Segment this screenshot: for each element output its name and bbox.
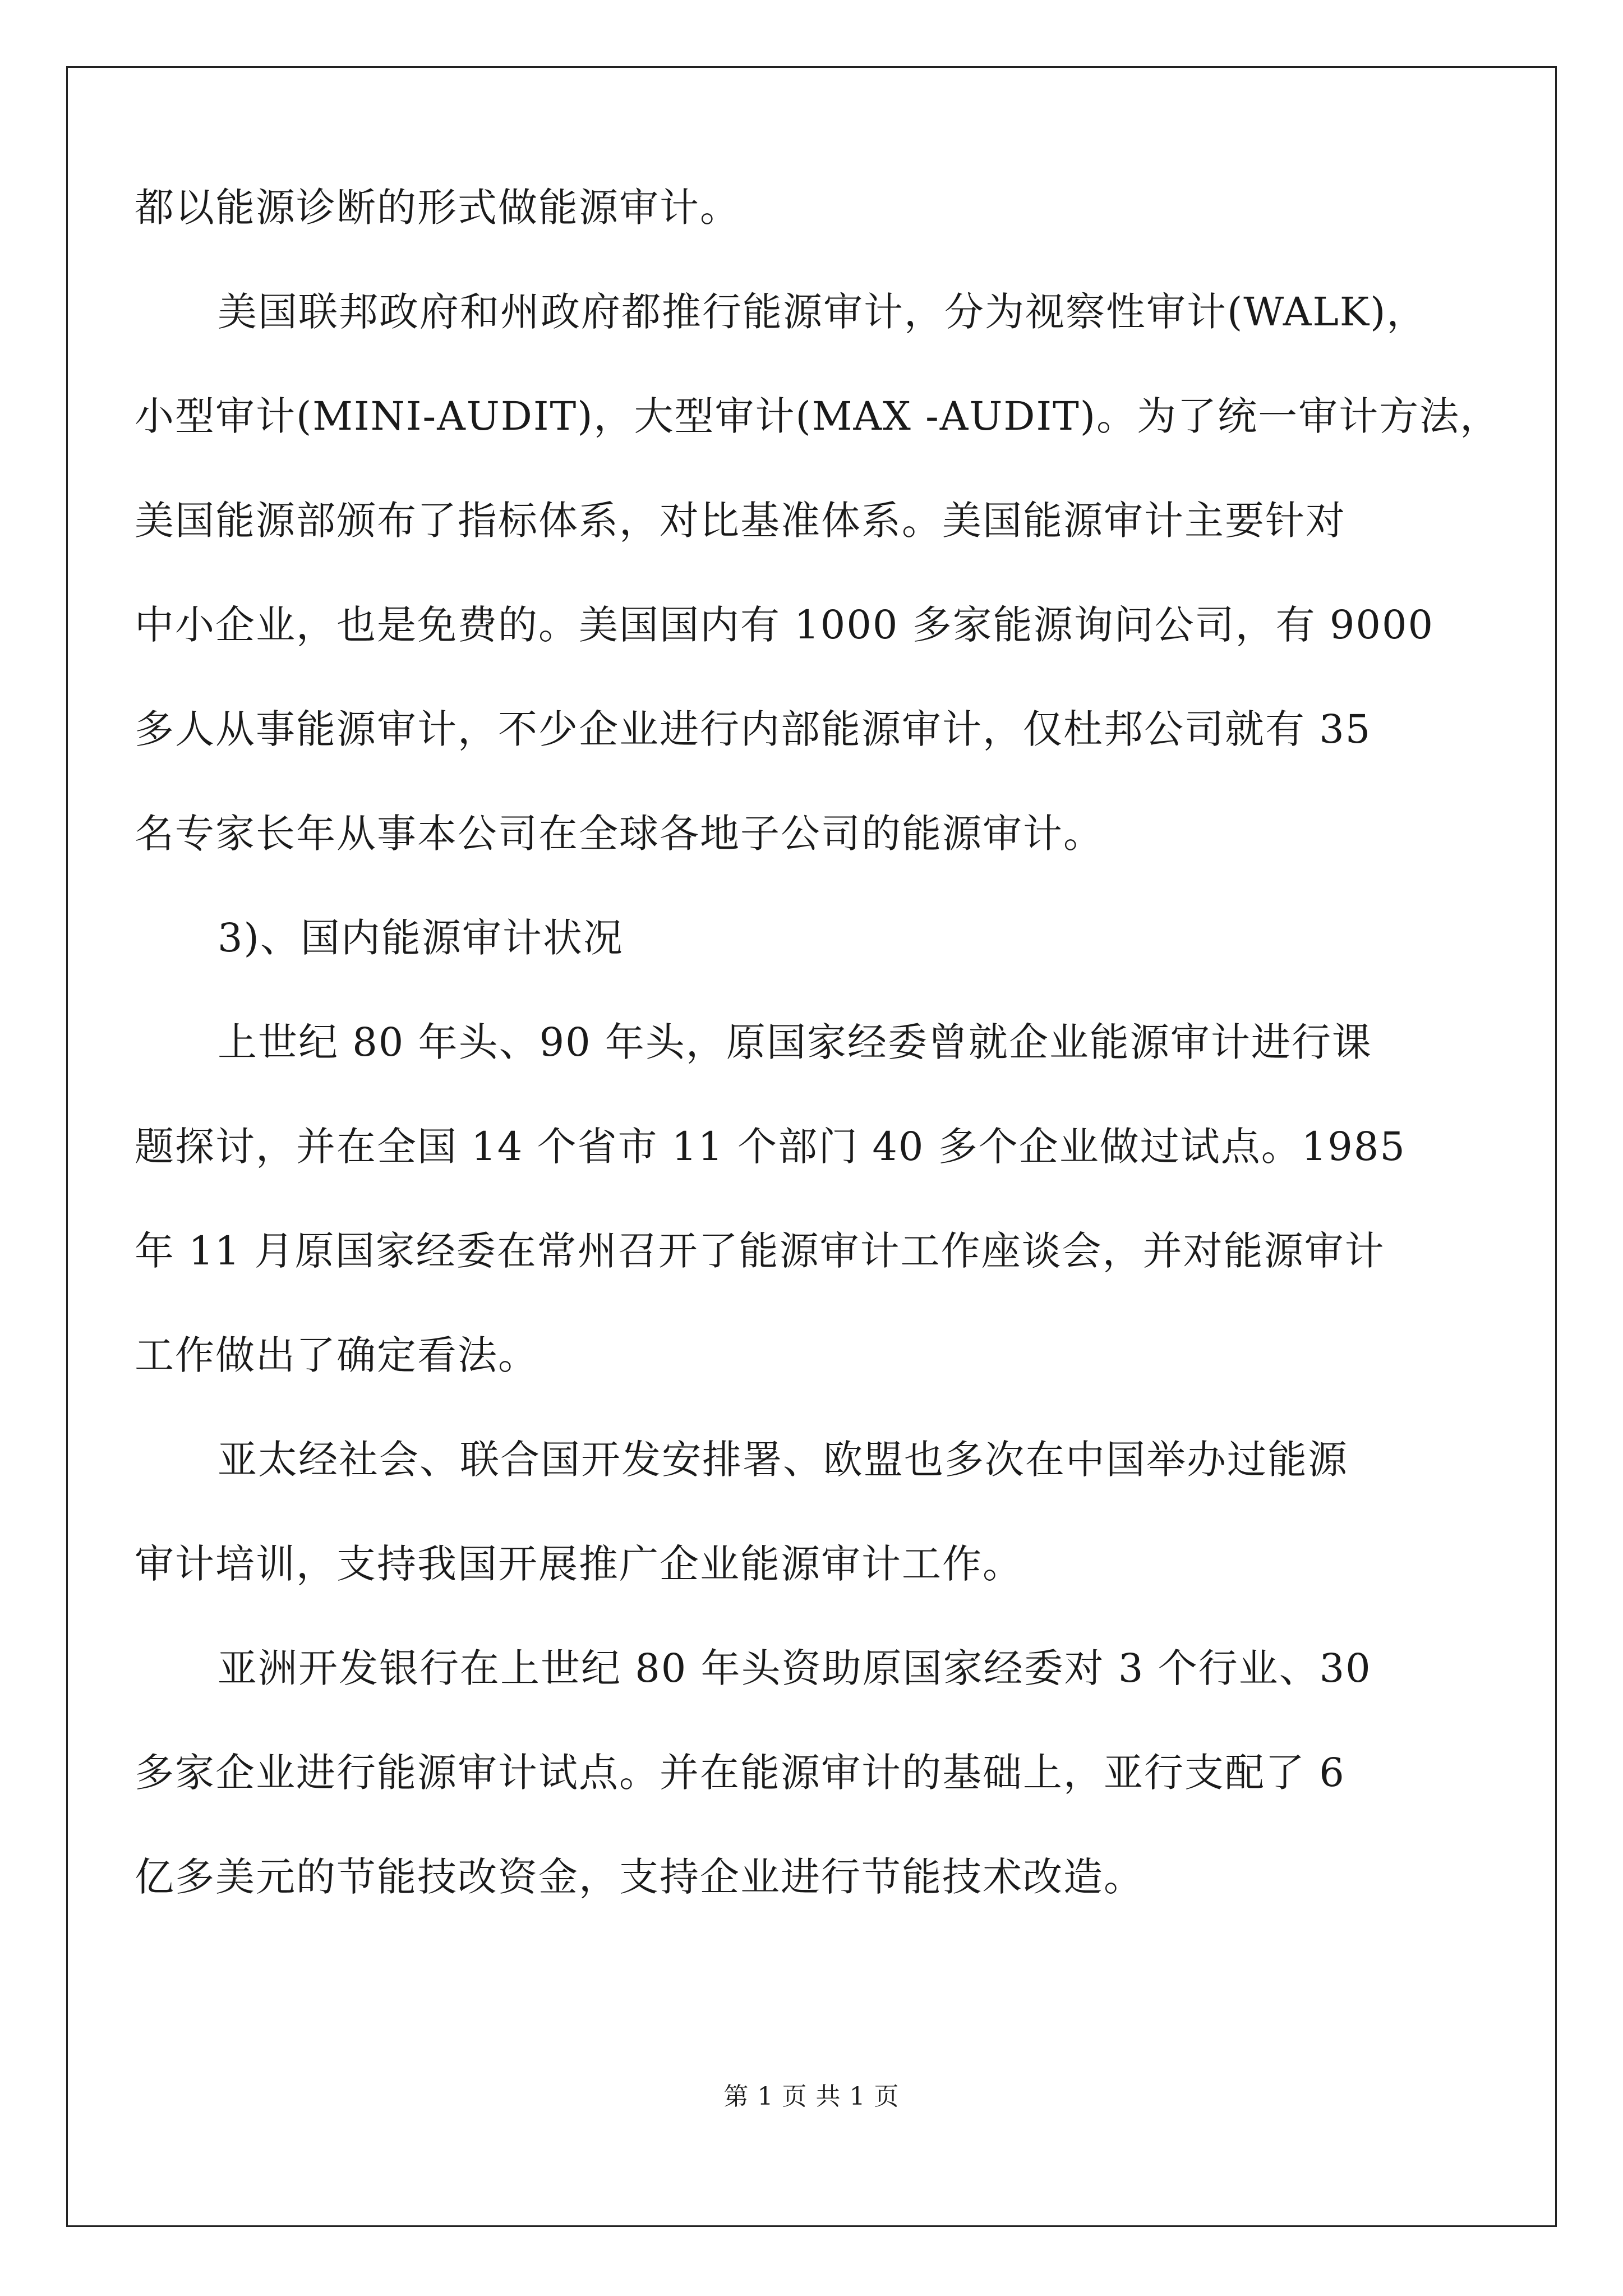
text-line: 审计培训，支持我国开展推广企业能源审计工作。	[135, 1541, 1023, 1587]
paragraph-start: 上世纪 80 年头、90 年头，原国家经委曾就企业能源审计进行课	[218, 1019, 1372, 1065]
text-line: 名专家长年从事本公司在全球各地子公司的能源审计。	[135, 811, 1104, 857]
text-line: 亿多美元的节能技改资金，支持企业进行节能技术改造。	[135, 1854, 1144, 1900]
paragraph-start: 亚太经社会、联合国开发安排署、欧盟也多次在中国举办过能源	[218, 1437, 1348, 1483]
text-line: 题探讨，并在全国 14 个省市 11 个部门 40 多个企业做过试点。1985	[135, 1124, 1406, 1170]
text-line: 小型审计(MINI-AUDIT)，大型审计(MAX -AUDIT)。为了统一审计方法，	[135, 393, 1501, 439]
text-line: 多人从事能源审计，不少企业进行内部能源审计，仅杜邦公司就有 35	[135, 706, 1372, 752]
text-line: 都以能源诊断的形式做能源审计。	[135, 185, 740, 231]
paragraph-start: 美国联邦政府和州政府都推行能源审计，分为视察性审计(WALK)，	[218, 289, 1427, 335]
text-line: 多家企业进行能源审计试点。并在能源审计的基础上，亚行支配了 6	[135, 1750, 1345, 1796]
page-number-footer: 第 1 页 共 1 页	[723, 2082, 900, 2111]
section-heading: 3)、国内能源审计状况	[218, 915, 624, 961]
text-line: 中小企业，也是免费的。美国国内有 1000 多家能源询问公司，有 9000	[135, 602, 1435, 648]
text-line: 美国能源部颁布了指标体系，对比基准体系。美国能源审计主要针对	[135, 498, 1346, 544]
paragraph-start: 亚洲开发银行在上世纪 80 年头资助原国家经委对 3 个行业、30	[218, 1645, 1372, 1691]
text-line: 年 11 月原国家经委在常州召开了能源审计工作座谈会，并对能源审计	[135, 1228, 1385, 1274]
text-line: 工作做出了确定看法。	[135, 1332, 538, 1378]
